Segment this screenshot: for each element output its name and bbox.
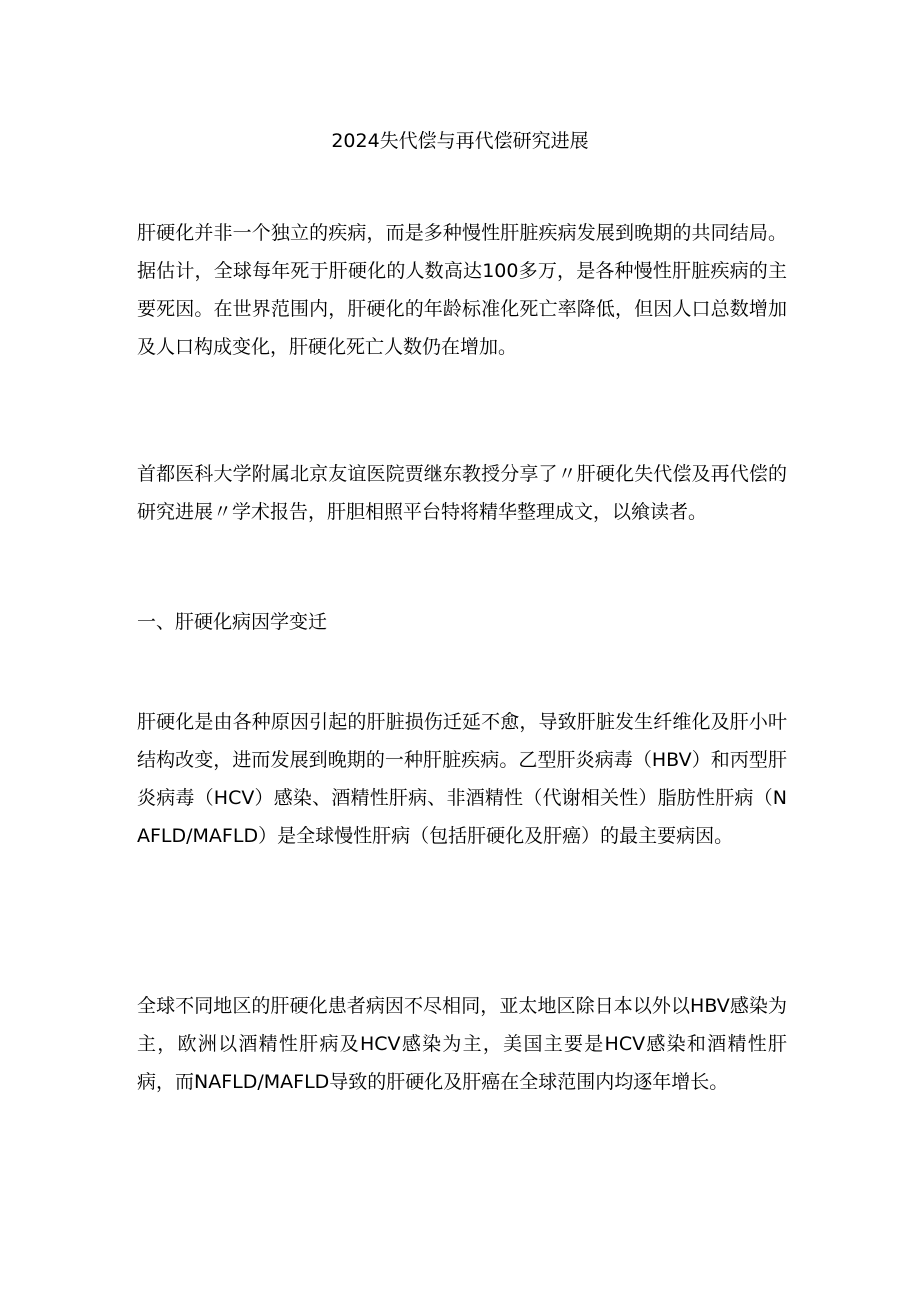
source-paragraph: 首都医科大学附属北京友谊医院贾继东教授分享了〃肝硬化失代偿及再代偿的研究进展〃学术报告，肝胆相照平台特将精华整理成文，以飨读者。: [137, 463, 787, 523]
regional-etiology-paragraph: 全球不同地区的肝硬化患者病因不尽相同，亚太地区除日本以外以HBV感染为主，欧洲以酒精性肝病及HCV感染为主，美国主要是HCV感染和酒精性肝病，而NAFLD/MAFLD导致的肝硬化及肝癌在全球范围内均逐年增长。: [137, 995, 787, 1093]
intro-paragraph: 肝硬化并非一个独立的疾病，而是多种慢性肝脏疾病发展到晚期的共同结局。据估计，全球每年死于肝硬化的人数高达100多万，是各种慢性肝脏疾病的主要死因。在世界范围内，肝硬化的年龄标准化死亡率降低，但因人口总数增加及人口构成变化，肝硬化死亡人数仍在增加。: [137, 222, 787, 358]
etiology-paragraph: 肝硬化是由各种原因引起的肝脏损伤迁延不愈，导致肝脏发生纤维化及肝小叶结构改变，进而发展到晚期的一种肝脏疾病。乙型肝炎病毒（HBV）和丙型肝炎病毒（HCV）感染、酒精性肝病、非酒精性（代谢相关性）脂肪性肝病（NAFLD/MAFLD）是全球慢性肝病（包括肝硬化及肝癌）的最主要病因。: [137, 711, 787, 847]
section-heading: 一、肝硬化病因学变迁: [137, 611, 328, 633]
document-title: 2024失代偿与再代偿研究进展: [331, 130, 589, 152]
